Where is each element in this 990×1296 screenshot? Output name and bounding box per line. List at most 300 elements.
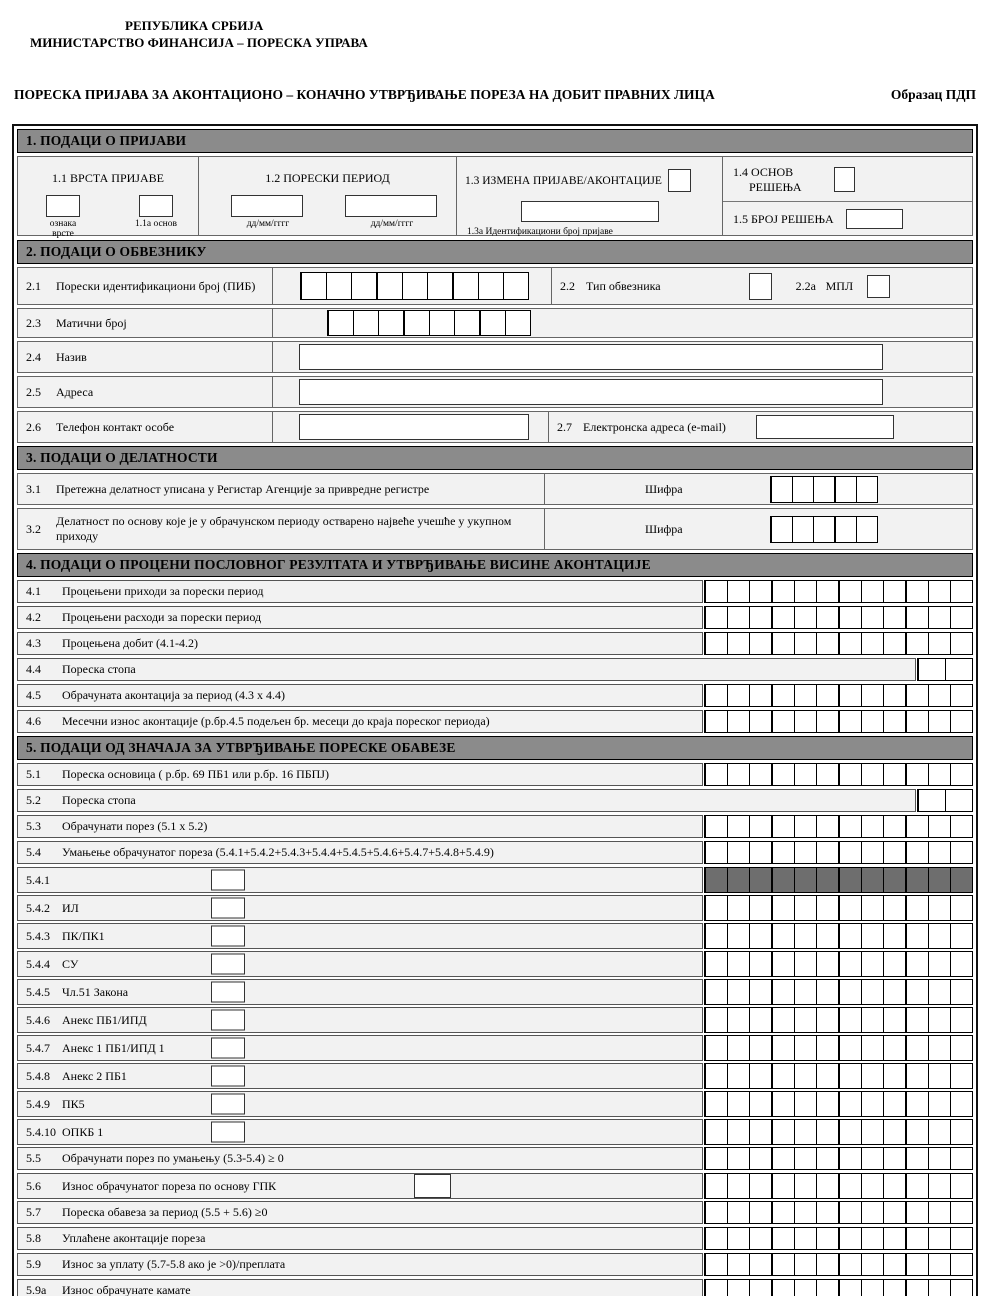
digit-cell[interactable] [327, 310, 354, 336]
digit-cell[interactable] [883, 1253, 906, 1276]
digit-cell[interactable] [861, 632, 884, 655]
digit-cell[interactable] [704, 1007, 728, 1033]
digit-cell[interactable] [503, 272, 529, 300]
digit-cell[interactable] [749, 580, 772, 603]
digit-cell[interactable] [749, 1147, 772, 1170]
digit-cell[interactable] [883, 979, 906, 1005]
digit-cell[interactable] [749, 1063, 772, 1089]
code-box[interactable] [211, 1094, 245, 1115]
digit-cell[interactable] [376, 272, 403, 300]
digit-cell[interactable] [794, 1147, 817, 1170]
digit-cell[interactable] [704, 923, 728, 949]
digit-cell[interactable] [727, 1035, 750, 1061]
period-start-box[interactable] [231, 195, 303, 217]
osnov-box[interactable] [139, 195, 173, 217]
identifikacioni-broj-box[interactable] [521, 201, 659, 222]
digit-cell[interactable] [905, 841, 929, 864]
digit-cell[interactable] [838, 1253, 862, 1276]
digit-cell[interactable] [928, 923, 951, 949]
digit-cell[interactable] [704, 1063, 728, 1089]
digit-cell[interactable] [861, 1091, 884, 1117]
digit-cell[interactable] [771, 1227, 795, 1250]
digit-cell[interactable] [883, 923, 906, 949]
digit-cell[interactable] [917, 658, 946, 681]
digit-cell[interactable] [771, 1007, 795, 1033]
digit-cell[interactable] [861, 841, 884, 864]
izmena-box[interactable] [668, 169, 691, 192]
digit-cell[interactable] [905, 923, 929, 949]
digit-cell[interactable] [727, 606, 750, 629]
period-end-box[interactable] [345, 195, 437, 217]
digit-cell[interactable] [905, 684, 929, 707]
digit-cell[interactable] [883, 1119, 906, 1145]
digit-cell[interactable] [883, 1063, 906, 1089]
digit-cell[interactable] [928, 1279, 951, 1296]
digit-cell[interactable] [861, 867, 884, 893]
digit-cell[interactable] [704, 580, 728, 603]
digit-cell[interactable] [794, 1173, 817, 1199]
digit-cell[interactable] [749, 1201, 772, 1224]
digit-cell[interactable] [905, 815, 929, 838]
digit-cell[interactable] [883, 580, 906, 603]
digit-cell[interactable] [403, 310, 430, 336]
digit-cell[interactable] [792, 516, 814, 543]
digit-cell[interactable] [813, 476, 835, 503]
digit-cell[interactable] [749, 867, 772, 893]
digit-cell[interactable] [816, 867, 839, 893]
digit-cell[interactable] [928, 1173, 951, 1199]
digit-cell[interactable] [838, 1173, 862, 1199]
digit-cell[interactable] [950, 632, 973, 655]
digit-cell[interactable] [704, 1279, 728, 1296]
digit-cell[interactable] [429, 310, 455, 336]
digit-cell[interactable] [883, 867, 906, 893]
telefon-input[interactable] [299, 414, 529, 440]
digit-cell[interactable] [771, 606, 795, 629]
digit-cell[interactable] [861, 1147, 884, 1170]
digit-cell[interactable] [883, 1227, 906, 1250]
digit-cell[interactable] [794, 710, 817, 733]
digit-cell[interactable] [794, 1119, 817, 1145]
digit-cell[interactable] [771, 1063, 795, 1089]
digit-cell[interactable] [794, 1279, 817, 1296]
digit-cell[interactable] [727, 1227, 750, 1250]
digit-cell[interactable] [351, 272, 377, 300]
code-box[interactable] [211, 1066, 245, 1087]
digit-cell[interactable] [950, 1035, 973, 1061]
digit-cell[interactable] [950, 1063, 973, 1089]
digit-cell[interactable] [883, 763, 906, 786]
digit-cell[interactable] [749, 895, 772, 921]
digit-cell[interactable] [727, 815, 750, 838]
digit-cell[interactable] [794, 1091, 817, 1117]
code-box[interactable] [211, 1038, 245, 1059]
digit-cell[interactable] [905, 1253, 929, 1276]
digit-cell[interactable] [816, 841, 839, 864]
digit-cell[interactable] [704, 951, 728, 977]
digit-cell[interactable] [905, 1201, 929, 1224]
digit-cell[interactable] [794, 1201, 817, 1224]
digit-cell[interactable] [378, 310, 404, 336]
digit-cell[interactable] [479, 310, 506, 336]
digit-cell[interactable] [704, 895, 728, 921]
digit-cell[interactable] [704, 1147, 728, 1170]
digit-cell[interactable] [727, 1007, 750, 1033]
digit-cell[interactable] [928, 606, 951, 629]
digit-cell[interactable] [402, 272, 428, 300]
digit-cell[interactable] [727, 1063, 750, 1089]
digit-cell[interactable] [771, 951, 795, 977]
digit-cell[interactable] [950, 1201, 973, 1224]
digit-cell[interactable] [771, 1173, 795, 1199]
digit-cell[interactable] [794, 606, 817, 629]
digit-cell[interactable] [838, 979, 862, 1005]
digit-cell[interactable] [771, 867, 795, 893]
digit-cell[interactable] [928, 1035, 951, 1061]
digit-cell[interactable] [905, 867, 929, 893]
digit-cell[interactable] [861, 1279, 884, 1296]
digit-cell[interactable] [792, 476, 814, 503]
digit-cell[interactable] [816, 1173, 839, 1199]
digit-cell[interactable] [794, 923, 817, 949]
digit-cell[interactable] [861, 951, 884, 977]
digit-cell[interactable] [454, 310, 480, 336]
digit-cell[interactable] [905, 1227, 929, 1250]
digit-cell[interactable] [950, 1253, 973, 1276]
digit-cell[interactable] [704, 1253, 728, 1276]
digit-cell[interactable] [749, 710, 772, 733]
digit-cell[interactable] [794, 1063, 817, 1089]
digit-cell[interactable] [905, 1063, 929, 1089]
digit-cell[interactable] [856, 476, 878, 503]
digit-cell[interactable] [950, 1173, 973, 1199]
digit-cell[interactable] [950, 815, 973, 838]
digit-cell[interactable] [727, 1201, 750, 1224]
digit-cell[interactable] [905, 710, 929, 733]
digit-cell[interactable] [838, 895, 862, 921]
digit-cell[interactable] [905, 1035, 929, 1061]
digit-cell[interactable] [770, 476, 793, 503]
digit-cell[interactable] [727, 867, 750, 893]
digit-cell[interactable] [794, 867, 817, 893]
digit-cell[interactable] [928, 815, 951, 838]
code-box[interactable] [211, 1010, 245, 1031]
digit-cell[interactable] [816, 1119, 839, 1145]
digit-cell[interactable] [838, 867, 862, 893]
digit-cell[interactable] [883, 1279, 906, 1296]
digit-cell[interactable] [838, 1063, 862, 1089]
digit-cell[interactable] [950, 895, 973, 921]
digit-cell[interactable] [794, 979, 817, 1005]
digit-cell[interactable] [727, 580, 750, 603]
digit-cell[interactable] [883, 606, 906, 629]
digit-cell[interactable] [905, 763, 929, 786]
digit-cell[interactable] [727, 979, 750, 1005]
digit-cell[interactable] [771, 1147, 795, 1170]
digit-cell[interactable] [749, 923, 772, 949]
digit-cell[interactable] [771, 979, 795, 1005]
digit-cell[interactable] [950, 951, 973, 977]
digit-cell[interactable] [861, 763, 884, 786]
digit-cell[interactable] [883, 1091, 906, 1117]
digit-cell[interactable] [816, 1253, 839, 1276]
digit-cell[interactable] [883, 815, 906, 838]
digit-cell[interactable] [749, 979, 772, 1005]
code-box[interactable] [211, 870, 245, 891]
digit-cell[interactable] [917, 789, 946, 812]
digit-cell[interactable] [928, 1253, 951, 1276]
code-box[interactable] [211, 926, 245, 947]
digit-cell[interactable] [905, 1279, 929, 1296]
digit-cell[interactable] [749, 815, 772, 838]
digit-cell[interactable] [883, 1173, 906, 1199]
digit-cell[interactable] [861, 1227, 884, 1250]
digit-cell[interactable] [905, 1007, 929, 1033]
digit-cell[interactable] [950, 867, 973, 893]
digit-cell[interactable] [771, 763, 795, 786]
digit-cell[interactable] [861, 1063, 884, 1089]
digit-cell[interactable] [816, 710, 839, 733]
digit-cell[interactable] [749, 1173, 772, 1199]
digit-cell[interactable] [838, 951, 862, 977]
digit-cell[interactable] [727, 1253, 750, 1276]
digit-cell[interactable] [794, 951, 817, 977]
digit-cell[interactable] [727, 710, 750, 733]
digit-cell[interactable] [727, 632, 750, 655]
digit-cell[interactable] [816, 580, 839, 603]
digit-cell[interactable] [905, 1173, 929, 1199]
digit-cell[interactable] [816, 763, 839, 786]
digit-cell[interactable] [727, 923, 750, 949]
digit-cell[interactable] [727, 1279, 750, 1296]
digit-cell[interactable] [905, 1091, 929, 1117]
digit-cell[interactable] [950, 841, 973, 864]
digit-cell[interactable] [771, 580, 795, 603]
digit-cell[interactable] [861, 1007, 884, 1033]
digit-cell[interactable] [771, 1091, 795, 1117]
digit-cell[interactable] [794, 841, 817, 864]
digit-cell[interactable] [928, 580, 951, 603]
digit-cell[interactable] [928, 979, 951, 1005]
adresa-input[interactable] [299, 379, 883, 405]
digit-cell[interactable] [950, 1119, 973, 1145]
tip-obveznika-box[interactable] [749, 273, 772, 300]
digit-cell[interactable] [816, 632, 839, 655]
digit-cell[interactable] [928, 1007, 951, 1033]
digit-cell[interactable] [883, 895, 906, 921]
digit-cell[interactable] [704, 1119, 728, 1145]
digit-cell[interactable] [950, 684, 973, 707]
digit-cell[interactable] [813, 516, 835, 543]
digit-cell[interactable] [928, 1063, 951, 1089]
digit-cell[interactable] [794, 1035, 817, 1061]
digit-cell[interactable] [928, 684, 951, 707]
digit-cell[interactable] [704, 763, 728, 786]
digit-cell[interactable] [505, 310, 531, 336]
digit-cell[interactable] [928, 632, 951, 655]
digit-cell[interactable] [816, 815, 839, 838]
digit-cell[interactable] [749, 1091, 772, 1117]
digit-cell[interactable] [928, 1227, 951, 1250]
digit-cell[interactable] [861, 710, 884, 733]
digit-cell[interactable] [883, 684, 906, 707]
digit-cell[interactable] [950, 979, 973, 1005]
digit-cell[interactable] [950, 710, 973, 733]
digit-cell[interactable] [300, 272, 327, 300]
digit-cell[interactable] [794, 1227, 817, 1250]
digit-cell[interactable] [861, 815, 884, 838]
digit-cell[interactable] [834, 476, 857, 503]
email-input[interactable] [756, 415, 894, 439]
digit-cell[interactable] [905, 632, 929, 655]
broj-resenja-box[interactable] [846, 209, 903, 229]
digit-cell[interactable] [928, 1091, 951, 1117]
digit-cell[interactable] [905, 1147, 929, 1170]
digit-cell[interactable] [771, 1119, 795, 1145]
digit-cell[interactable] [950, 923, 973, 949]
digit-cell[interactable] [478, 272, 504, 300]
digit-cell[interactable] [945, 658, 973, 681]
digit-cell[interactable] [838, 632, 862, 655]
digit-cell[interactable] [905, 895, 929, 921]
digit-cell[interactable] [749, 1119, 772, 1145]
digit-cell[interactable] [794, 684, 817, 707]
digit-cell[interactable] [794, 815, 817, 838]
digit-cell[interactable] [749, 1227, 772, 1250]
digit-cell[interactable] [749, 1253, 772, 1276]
digit-cell[interactable] [452, 272, 479, 300]
digit-cell[interactable] [816, 1201, 839, 1224]
digit-cell[interactable] [883, 1035, 906, 1061]
digit-cell[interactable] [816, 1091, 839, 1117]
digit-cell[interactable] [353, 310, 379, 336]
digit-cell[interactable] [861, 895, 884, 921]
code-box[interactable] [211, 1122, 245, 1143]
digit-cell[interactable] [727, 841, 750, 864]
digit-cell[interactable] [883, 1201, 906, 1224]
digit-cell[interactable] [950, 1007, 973, 1033]
digit-cell[interactable] [838, 1201, 862, 1224]
digit-cell[interactable] [838, 841, 862, 864]
digit-cell[interactable] [861, 1201, 884, 1224]
digit-cell[interactable] [816, 979, 839, 1005]
digit-cell[interactable] [794, 763, 817, 786]
digit-cell[interactable] [861, 580, 884, 603]
mpl-box[interactable] [867, 275, 890, 298]
digit-cell[interactable] [704, 684, 728, 707]
digit-cell[interactable] [704, 606, 728, 629]
digit-cell[interactable] [771, 841, 795, 864]
digit-cell[interactable] [727, 1173, 750, 1199]
digit-cell[interactable] [838, 1279, 862, 1296]
digit-cell[interactable] [427, 272, 453, 300]
code-box[interactable] [414, 1174, 451, 1198]
digit-cell[interactable] [704, 1227, 728, 1250]
digit-cell[interactable] [928, 867, 951, 893]
digit-cell[interactable] [771, 1279, 795, 1296]
digit-cell[interactable] [704, 979, 728, 1005]
digit-cell[interactable] [794, 580, 817, 603]
digit-cell[interactable] [816, 1035, 839, 1061]
digit-cell[interactable] [770, 516, 793, 543]
digit-cell[interactable] [749, 1035, 772, 1061]
digit-cell[interactable] [794, 1253, 817, 1276]
digit-cell[interactable] [816, 923, 839, 949]
digit-cell[interactable] [771, 710, 795, 733]
digit-cell[interactable] [905, 606, 929, 629]
osnov-resenja-box[interactable] [834, 167, 855, 192]
digit-cell[interactable] [950, 606, 973, 629]
digit-cell[interactable] [727, 684, 750, 707]
digit-cell[interactable] [950, 1227, 973, 1250]
digit-cell[interactable] [838, 1147, 862, 1170]
digit-cell[interactable] [861, 1035, 884, 1061]
digit-cell[interactable] [749, 684, 772, 707]
digit-cell[interactable] [816, 1279, 839, 1296]
digit-cell[interactable] [771, 1035, 795, 1061]
digit-cell[interactable] [950, 763, 973, 786]
digit-cell[interactable] [816, 1007, 839, 1033]
digit-cell[interactable] [883, 632, 906, 655]
digit-cell[interactable] [816, 895, 839, 921]
digit-cell[interactable] [861, 1253, 884, 1276]
digit-cell[interactable] [704, 867, 728, 893]
digit-cell[interactable] [861, 979, 884, 1005]
digit-cell[interactable] [905, 1119, 929, 1145]
digit-cell[interactable] [905, 951, 929, 977]
digit-cell[interactable] [838, 1091, 862, 1117]
digit-cell[interactable] [883, 710, 906, 733]
code-box[interactable] [211, 954, 245, 975]
digit-cell[interactable] [905, 979, 929, 1005]
digit-cell[interactable] [883, 1147, 906, 1170]
digit-cell[interactable] [771, 895, 795, 921]
digit-cell[interactable] [704, 1201, 728, 1224]
digit-cell[interactable] [950, 580, 973, 603]
digit-cell[interactable] [704, 815, 728, 838]
oznaka-vrste-box[interactable] [46, 195, 80, 217]
digit-cell[interactable] [749, 632, 772, 655]
digit-cell[interactable] [928, 841, 951, 864]
digit-cell[interactable] [771, 815, 795, 838]
digit-cell[interactable] [771, 632, 795, 655]
digit-cell[interactable] [928, 763, 951, 786]
digit-cell[interactable] [727, 951, 750, 977]
digit-cell[interactable] [950, 1279, 973, 1296]
digit-cell[interactable] [727, 763, 750, 786]
digit-cell[interactable] [749, 1279, 772, 1296]
digit-cell[interactable] [771, 1253, 795, 1276]
digit-cell[interactable] [771, 684, 795, 707]
digit-cell[interactable] [749, 606, 772, 629]
digit-cell[interactable] [861, 1119, 884, 1145]
digit-cell[interactable] [838, 1119, 862, 1145]
digit-cell[interactable] [928, 1147, 951, 1170]
digit-cell[interactable] [816, 684, 839, 707]
digit-cell[interactable] [861, 606, 884, 629]
digit-cell[interactable] [727, 1147, 750, 1170]
digit-cell[interactable] [794, 895, 817, 921]
digit-cell[interactable] [838, 1007, 862, 1033]
digit-cell[interactable] [883, 951, 906, 977]
digit-cell[interactable] [838, 815, 862, 838]
digit-cell[interactable] [950, 1091, 973, 1117]
digit-cell[interactable] [838, 923, 862, 949]
digit-cell[interactable] [727, 1119, 750, 1145]
digit-cell[interactable] [816, 606, 839, 629]
digit-cell[interactable] [727, 1091, 750, 1117]
digit-cell[interactable] [838, 1227, 862, 1250]
